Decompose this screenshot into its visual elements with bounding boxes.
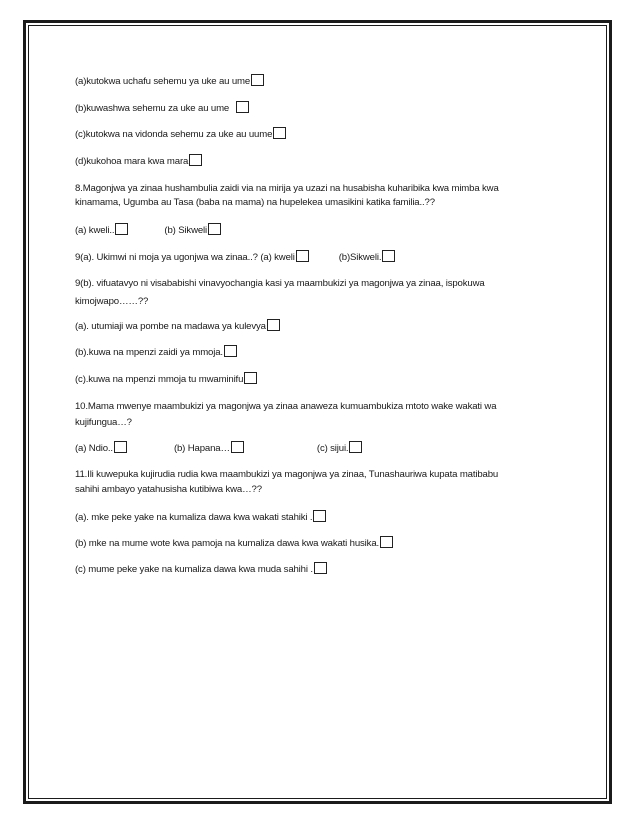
checkbox-q7a[interactable] [251, 74, 264, 86]
q10-text-line2: kujifungua…? [75, 417, 132, 428]
checkbox-q8a[interactable] [115, 223, 128, 235]
q8-option-a: (a) kweli.. [75, 225, 115, 236]
q9b-option-b: (b).kuwa na mpenzi zaidi ya mmoja. [75, 345, 237, 359]
q7-option-c: (c)kutokwa na vidonda sehemu za uke au uume [75, 127, 286, 141]
q8-text-line2: kinamama, Ugumba au Tasa (baba na mama) na hupelekea umasikini katika familia..?? [75, 197, 435, 208]
q11-option-a: (a). mke peke yake na kumaliza dawa kwa wakati stahiki . [75, 510, 326, 524]
q10-option-c: (c) sijui. [316, 443, 349, 454]
q9b-option-c: (c).kuwa na mpenzi mmoja tu mwaminifu [75, 372, 257, 386]
checkbox-q11a[interactable] [313, 510, 326, 522]
checkbox-q9a-a[interactable] [296, 250, 309, 262]
q10-option-b: (b) Hapana… [173, 443, 230, 454]
q11-text-line2: sahihi ambayo yatahusisha kutibiwa kwa…?? [75, 484, 262, 495]
q7-option-d: (d)kukohoa mara kwa mara [75, 154, 202, 168]
q9b-text-line2: kimojwapo……?? [75, 296, 149, 307]
q8-options [75, 223, 221, 237]
checkbox-q9b-c[interactable] [244, 372, 257, 384]
checkbox-q11c[interactable] [314, 562, 327, 574]
checkbox-q7b[interactable] [236, 101, 249, 113]
q9b-text-line1: 9(b). vifuatavyo ni visababishi vinavyochangia kasi ya maambukizi ya magonjwa ya zinaa, ispokuwa [75, 278, 485, 289]
q8-text-line1: 8.Magonjwa ya zinaa hushambulia zaidi via na mirija ya uzazi na husabisha kuharibika kwa mimba kwa [75, 183, 499, 194]
q11-option-c: (c) mume peke yake na kumaliza dawa kwa muda sahihi . [75, 562, 327, 576]
q11-option-b: (b) mke na mume wote kwa pamoja na kumaliza dawa kwa wakati husika. [75, 536, 393, 550]
checkbox-q11b[interactable] [380, 536, 393, 548]
q10-option-a: (a) Ndio.. [75, 443, 113, 454]
q10-text-line1: 10.Mama mwenye maambukizi ya magonjwa ya zinaa anaweza kumuambukiza mtoto wake wakati wa [75, 401, 497, 412]
q9b-option-a: (a). utumiaji wa pombe na madawa ya kulevya [75, 319, 280, 333]
checkbox-q7c[interactable] [273, 127, 286, 139]
checkbox-q7d[interactable] [189, 154, 202, 166]
checkbox-q10a[interactable] [114, 441, 127, 453]
checkbox-q9a-b[interactable] [382, 250, 395, 262]
q7-option-a: (a)kutokwa uchafu sehemu ya uke au ume [75, 74, 264, 88]
q7-option-b: (b)kuwashwa sehemu za uke au ume [75, 101, 249, 115]
q10-options [75, 441, 362, 455]
checkbox-q10c[interactable] [349, 441, 362, 453]
checkbox-q10b[interactable] [231, 441, 244, 453]
checkbox-q9b-b[interactable] [224, 345, 237, 357]
q11-text-line1: 11.Ili kuwepuka kujirudia rudia kwa maambukizi ya magonjwa ya zinaa, Tunashauriwa kupata matibabu [75, 469, 499, 480]
q8-option-b: (b) Sikweli [164, 225, 208, 236]
checkbox-q8b[interactable] [208, 223, 221, 235]
q9a-line: 9(a). Ukimwi ni moja ya ugonjwa wa zinaa..? (a) kweli (b)Sikweli. [75, 250, 395, 264]
checkbox-q9b-a[interactable] [267, 319, 280, 331]
